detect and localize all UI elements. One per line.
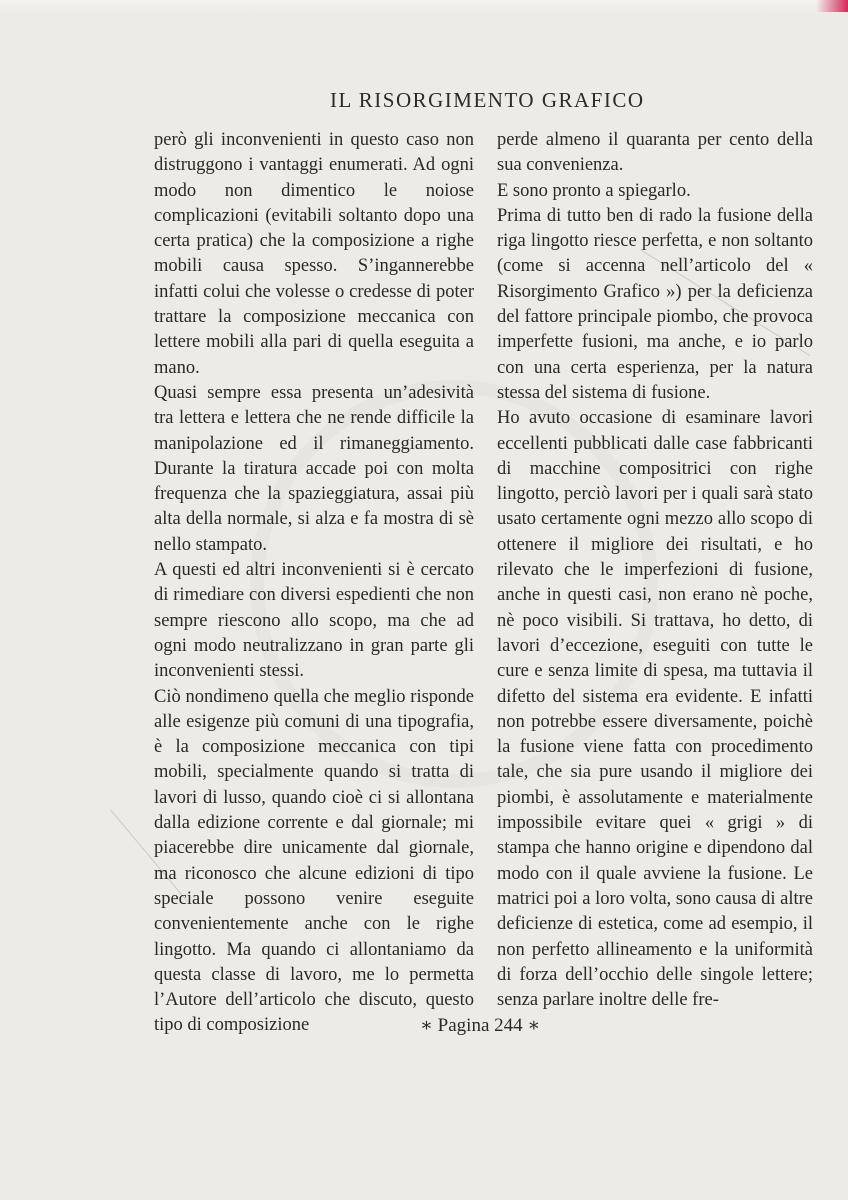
paragraph: Ho avuto occasione di esaminare lavori eccellenti pubblicati dalle case fabbricanti di macchine compositrici con righe lingotto, perciò lavori per i quali sarà stato usato certamente ogni mezzo allo scopo di ottenere il migliore dei risultati, e ho rilevato che le imperfezioni di fusione, anche in questi casi, non erano nè poche, nè poco visibili. Si trattava, ho detto, di lavori d’eccezione, eseguiti con tutte le cure e senza limite di spesa, ma tuttavia il difetto del sistema era evidente. E infatti non potrebbe essere diversamente, poichè la fusione viene fatta con procedimento tale, che sia pure usando il migliore dei piombi, è assolutamente e materialmente impossibile evitare quei « grigi » di stampa che hanno origine e dipendono dal modo con il quale avviene la fusione. Le matrici poi a loro volta, sono causa di altre deficienze di estetica, come ad esempio, il non perfetto allineamento e la uniformità di forza dell’occhio delle singole lettere; senza parlare inoltre delle fre- [497,408,813,1011]
paragraph: però gli inconvenienti in questo caso non distruggono i vantaggi enumerati. Ad ogni modo non dimentico le noiose complicazioni (evitabili soltanto dopo una certa pratica) che la composizione a righe mobili causa spesso. S’ingannerebbe infatti colui che volesse o credesse di poter trattare la composizione meccanica con lettere mobili alla pari di quella eseguita a mano. [154,130,474,378]
paragraph: Ciò nondimeno quella che meglio risponde alle esigenze più comuni di una tipografia, è la composizione meccanica con tipi mobili, specialmente quando si tratta di lavori di lusso, quando cioè ci si allontana dalla edizione corrente e dal giornale; mi piacerebbe dire unicamente dal giornale, ma riconosco che alcune edizioni di tipo speciale possono venire eseguite convenientemente anche con le righe lingotto. Ma quando ci allontaniamo da questa classe di lavoro, me lo permetta l’Autore dell’articolo che discuto, questo tipo di composizione [154,686,474,1036]
paragraph: E sono pronto a spiegarlo. [497,180,691,201]
paragraph: Prima di tutto ben di rado la fusione della riga lingotto riesce perfetta, e non soltanto (come si accenna nell’articolo del « Risorgimento Grafico ») per la deficienza del fattore principale piombo, che provoca imperfette fusioni, ma anche, e io parlo con una certa esperienza, per la natura stessa del sistema di fusione. [497,205,813,403]
text-column-left [154,128,474,1039]
running-header: IL RISORGIMENTO GRAFICO [330,88,645,112]
paragraph: Quasi sempre essa presenta un’adesività tra lettera e lettera che ne rende difficile la manipolazione ed il rimaneggiamento. Durante la tiratura accade poi con molta frequenza che la spazieggiatura, assai più alta della normale, si alza e fa mostra di sè nello stampato. [154,382,474,555]
page-top-edge [0,0,848,14]
paragraph: perde almeno il quaranta per cento della sua convenienza. [497,130,813,176]
text-column-right [497,128,813,1013]
page-number: ∗ Pagina 244 ∗ [420,1015,541,1036]
scan-corner-mark [816,0,848,12]
paragraph: A questi ed altri inconvenienti si è cercato di rimediare con diversi espedienti che non sempre riescono allo scopo, ma che ad ogni modo neutralizzano in gran parte gli inconvenienti stessi. [154,560,474,682]
